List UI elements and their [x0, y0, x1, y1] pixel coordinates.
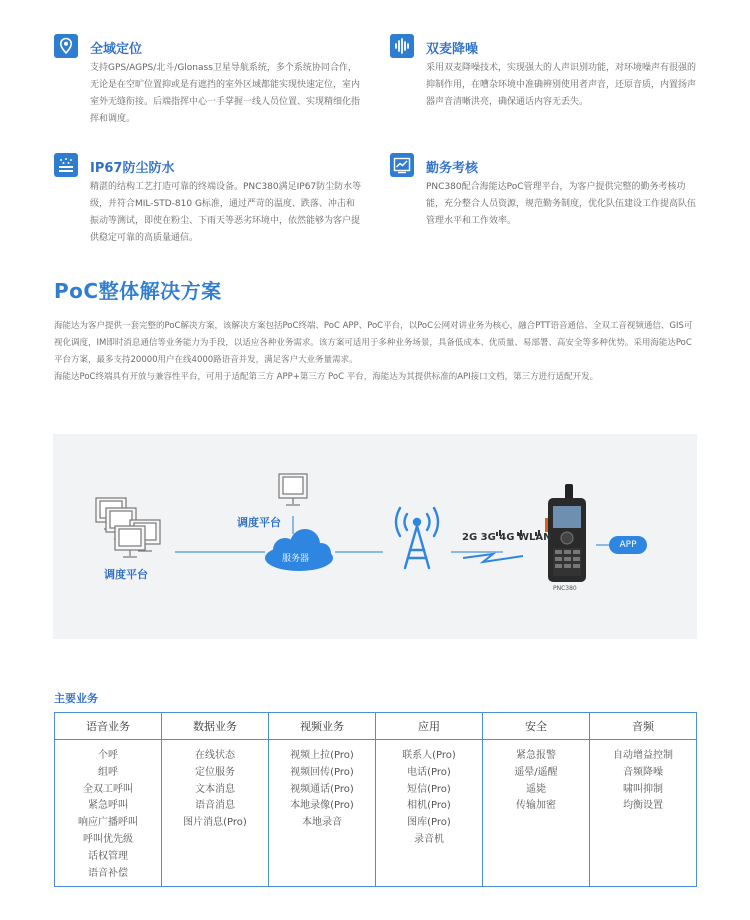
network-type-label: 2G 3G 4G WLAN	[462, 532, 552, 543]
list-item: 电话(Pro)	[407, 766, 451, 778]
feature-title: IP67防尘防水	[90, 161, 175, 176]
solution-paragraph: 海能达为客户提供一套完整的PoC解决方案，该解决方案包括PoC终端、PoC APP、PoC平台，以PoC公网对讲业务为核心，融合PTT语音通信、全双工音视频通信、GIS可视化调度，IM即时消息通信等业务能力为手段，以适应各种业务需求。该方案可适用于多种业务场景，具备低成本、优质量、易部署、高安全等多种优势。采用海能达PoC平台方案，最多支持20000用户在线4000路语音并发，满足客户大业务量需求。	[54, 321, 693, 365]
column-header: 视频业务	[269, 713, 376, 740]
list-item: 短信(Pro)	[407, 783, 451, 795]
column-header: 语音业务	[55, 713, 162, 740]
column-header: 应用	[376, 713, 483, 740]
table-header-row	[55, 713, 697, 740]
list-item: 图库(Pro)	[407, 817, 451, 829]
device-model-label: PNC380	[553, 585, 577, 592]
feature-attendance	[390, 153, 700, 233]
list-item: 视频通话(Pro)	[290, 783, 354, 795]
list-item: 话权管理	[88, 850, 128, 862]
list-item: 全双工呼叫	[83, 783, 133, 795]
section-title: PoC整体解决方案	[54, 279, 222, 303]
list-item: 视频上拉(Pro)	[290, 750, 354, 761]
list-item: 本地录音	[302, 817, 342, 829]
feature-description: PNC380配合海能达PoC管理平台，为客户提供完整的勤务考核功能，充分整合人员资源，规范勤务制度，优化队伍建设工作提高队伍管理水平和工作效率。	[426, 182, 697, 226]
business-table	[54, 712, 697, 887]
feature-title: 双麦降噪	[426, 42, 479, 57]
list-item: 遥晕/遥醒	[514, 766, 558, 778]
dual-mic-waveform-icon	[390, 34, 414, 58]
list-item: 在线状态	[195, 750, 235, 761]
list-item: 呼叫优先级	[83, 833, 133, 845]
feature-title: 勤务考核	[426, 161, 479, 176]
server-label: 服务器	[282, 554, 310, 564]
list-item: 紧急呼叫	[88, 800, 128, 812]
list-item: 自动增益控制	[613, 750, 673, 761]
column-header: 数据业务	[162, 713, 269, 740]
table-cell	[483, 740, 590, 887]
ip67-shield-icon	[54, 153, 78, 177]
table-cell	[590, 740, 697, 887]
list-item: 图片消息(Pro)	[183, 817, 247, 829]
solution-paragraph: 海能达PoC终端具有开放与兼容性平台，可用于适配第三方 APP+第三方 PoC 平台，海能达为其提供标准的API接口文档，第三方进行适配开发。	[54, 372, 599, 382]
list-item: 紧急报警	[516, 750, 556, 761]
list-item: 音频降噪	[623, 766, 663, 778]
list-item: 传输加密	[516, 800, 556, 812]
app-badge: APP	[609, 536, 647, 554]
list-item: 均衡设置	[623, 800, 663, 812]
list-item: 录音机	[414, 833, 444, 845]
solution-description	[54, 318, 699, 386]
column-header: 安全	[483, 713, 590, 740]
dispatch-platform-label: 调度平台	[104, 568, 148, 581]
diagram-graphics	[53, 434, 697, 639]
list-item: 定位服务	[195, 766, 235, 778]
monitor-group-icon	[96, 498, 160, 557]
monitor-icon	[279, 474, 307, 505]
table-row	[55, 740, 697, 887]
business-title: 主要业务	[54, 692, 98, 705]
feature-title: 全域定位	[90, 42, 143, 57]
location-pin-icon	[54, 34, 78, 58]
column-header: 音频	[590, 713, 697, 740]
list-item: 语音消息	[195, 800, 235, 812]
table-cell	[376, 740, 483, 887]
feature-description: 采用双麦降噪技术，实现强大的人声识别功能，对环境噪声有很强的抑制作用，在嘈杂环境中准确辨别使用者声音，还原音质，内置扬声器声音清晰洪亮，确保通话内容无丢失。	[426, 63, 697, 107]
list-item: 文本消息	[195, 783, 235, 795]
list-item: 本地录像(Pro)	[290, 800, 354, 812]
list-item: 联系人(Pro)	[402, 750, 456, 761]
list-item: 响应广播呼叫	[78, 817, 138, 829]
list-item: 啸叫抑制	[623, 783, 663, 795]
table-cell	[162, 740, 269, 887]
feature-noise-reduction	[390, 34, 700, 114]
list-item: 语音补偿	[88, 867, 128, 879]
table-cell	[269, 740, 376, 887]
list-item: 遥毙	[526, 783, 546, 795]
wireless-signal-icon	[463, 554, 523, 562]
list-item: 组呼	[98, 766, 118, 778]
list-item: 视频回传(Pro)	[290, 766, 354, 778]
list-item: 相机(Pro)	[407, 800, 451, 812]
cloud-server-icon	[265, 529, 333, 571]
table-cell	[55, 740, 162, 887]
poc-network-diagram	[53, 434, 697, 639]
feature-ip67	[54, 153, 364, 243]
feature-positioning	[54, 34, 364, 124]
feature-description: 精湛的结构工艺打造可靠的终端设备。PNC380满足IP67防尘防水等级，并符合MIL-STD-810 G标准，通过严苛的温度、跌落、冲击和振动等测试，即使在粉尘、下雨天等恶劣环境中，依然能够为客户提供稳定可靠的高质量通信。	[90, 182, 362, 243]
attendance-chart-icon	[390, 153, 414, 177]
radio-tower-icon	[396, 508, 438, 568]
list-item: 个呼	[98, 750, 118, 761]
dispatch-platform-label: 调度平台	[237, 516, 281, 529]
feature-description: 支持GPS/AGPS/北斗/Glonass卫星导航系统，多个系统协同合作，无论是在空旷位置抑或是有遮挡的室外区域都能实现快速定位，室内室外无缝衔接。后端指挥中心一手掌握一线人员位置、实现精细化指挥和调度。	[90, 63, 361, 124]
